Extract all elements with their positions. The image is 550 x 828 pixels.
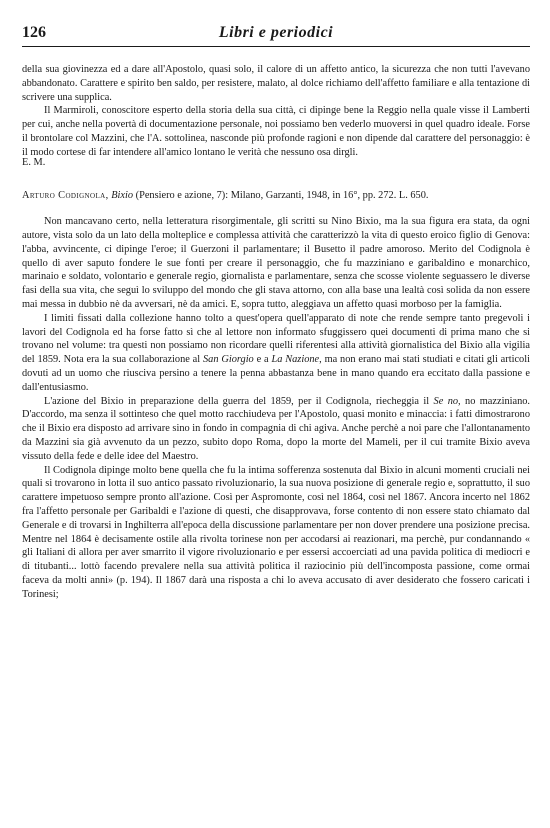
text-run: L'azione del Bixio in preparazione della guerra del 1859, per il Codignola, riecheggia il: [44, 395, 434, 407]
motto: Se no,: [433, 395, 461, 407]
paragraph: [22, 395, 530, 464]
citation-author: Arturo Codignola,: [22, 190, 109, 202]
review-marmiroli: [22, 63, 530, 169]
running-title: Libri e periodici: [218, 24, 334, 41]
body-text: [22, 63, 530, 601]
reviewer-signature: E. M.: [22, 156, 46, 168]
text-run: I limiti fissati dalla collezione hanno tolto a quest'opera quell'apparato di note che rende sempre tanto pregevoli i lavori del Codignola ed ha forse fatto sì che al lettore non informato sfuggissero quei documenti di prima mano che si trovano nel volume: tra questi non possiamo non ricordare quelli riferentesi alla attività giornalistica del Bixio alla vigilia del 1859. Nota era la sua collaborazione al: [22, 312, 530, 366]
paragraph: Il Marmiroli, conoscitore esperto della storia della sua città, ci dipinge bene la Reggio nella quale visse il Lamberti per cui, anche nella povertà di documentazione personale, noi possiamo ben vederlo muoversi in quel quadro ideale. Forse il brontolare col Mazzini, che l'A. sottolinea, nasconde più profonde ragioni e non dipende dal carattere del personaggio: è il modo cortese di far intendere all'amico lontano le verità che nessuno osa dirgli.: [22, 105, 530, 158]
running-header: [22, 24, 530, 46]
citation-title: Bixio: [111, 190, 134, 202]
citation-details: (Pensiero e azione, 7): Milano, Garzanti, 1948, in 16°, pp. 272. L. 650.: [135, 190, 429, 202]
text-run: no mazziniano. D'accordo, ma senza il sottinteso che quel motto racchiudeva per l'Apostolo, quasi monito e minaccia: i fatti dimostrarono che il Bixio era disposto ad arrivare sino in fondo in compagnia di chi agiva. Anche perchè a noi pare che l'allontanamento da Mazzini sia già avvenuto da un pezzo, subito dopo Roma, dopo la morte del Mameli, per il cui tramite Bixio aveva vissuto della fede e delle idee del Maestro.: [22, 395, 531, 462]
review-codignola: [22, 189, 530, 601]
journal-title: San Giorgio: [203, 354, 254, 366]
text-run: , ma non erano mai stati studiati e citati gli articoli dovuti ad un uomo che riusciva persino a tenere la penna abbastanza bene in mano quando era eccitato dalla passione e dall'entusiasmo.: [22, 354, 530, 393]
book-citation: [22, 189, 530, 203]
paragraph: Non mancavano certo, nella letteratura risorgimentale, gli scritti su Nino Bixio, ma la sua figura era stata, da ogni autore, vista solo da un lato della molteplice e complessa attività che caratterizzò la vita di questo eroico figlio di Genova: l'abba, avvincente, ci dipinge l'eroe; il Guerzoni il parlamentare; il Busetto il padre amoroso. Merito del Codignola è quello di aver saputo fondere le sue fonti per creare il personaggio, che fu mazziniano e garibaldino e monarchico, marinaio e soldato, volontario e generale regio, giornalista e parlamentare, senza che scosse violente seguassero le diverse fasi della sua vita, che seguì lo sviluppo del mondo che gli stava attorno, con alla base una lealtà così solida da non essere mai messa in dubbio nè da avversari, nè da amici. E, sopra tutto, aleggiava un affetto quasi morboso per la famiglia.: [22, 216, 530, 310]
review-prose: [22, 215, 530, 601]
paragraph: [22, 312, 530, 395]
paragraph: Il Codignola dipinge molto bene quella che fu la intima sofferenza sostenuta dal Bixio in alcuni momenti cruciali nei quali si trovarono in lotta il suo antico passato rivoluzionario, la sua nuova posizione di generale regio e, soprattutto, il suo carattere impetuoso sempre pronto all'azione. Così per Aspromonte, così nel 1864, così nel 1867. Ancora incerto nel 1862 fra l'affetto personale per Garibaldi e l'azione di questi, che disapprovava, forse contento di non essere stato chiamato dal Generale e di trovarsi in Inghilterra all'epoca della discussione parlamentare per non dover prendere una posizione precisa. Mentre nel 1864 è decisamente ostile alla rivolta torinese non per accodarsi ai reazionari, ma perchè, pur condannando « gli Italiani di allora per aver smarrito il vigore rivoluzionario e per essersi accoerciati ad una pavida politica di mediocri e di titubanti... lottò facendo prevalere nella sua attività politica il raziocinio più dell'incomposta passione, come ormai faceva da molti anni» (p. 194). Il 1867 darà una risposta a chi lo aveva accusato di aver desiderato che fossero caricati i Torinesi;: [22, 464, 530, 600]
journal-title: La Nazione: [271, 354, 320, 366]
text-run: e a: [253, 354, 272, 366]
paragraph: della sua giovinezza ed a dare all'Apostolo, quasi solo, il calore di un affetto antico, la sicurezza che non tutti l'avevano abbandonato. Carattere e spirito ben saldo, per resistere, malato, al dolce richiamo dell'affetto familiare e alla tentazione di scrivere una supplica.: [22, 64, 530, 103]
page-number: 126: [22, 24, 46, 41]
header-rule: [22, 46, 530, 47]
